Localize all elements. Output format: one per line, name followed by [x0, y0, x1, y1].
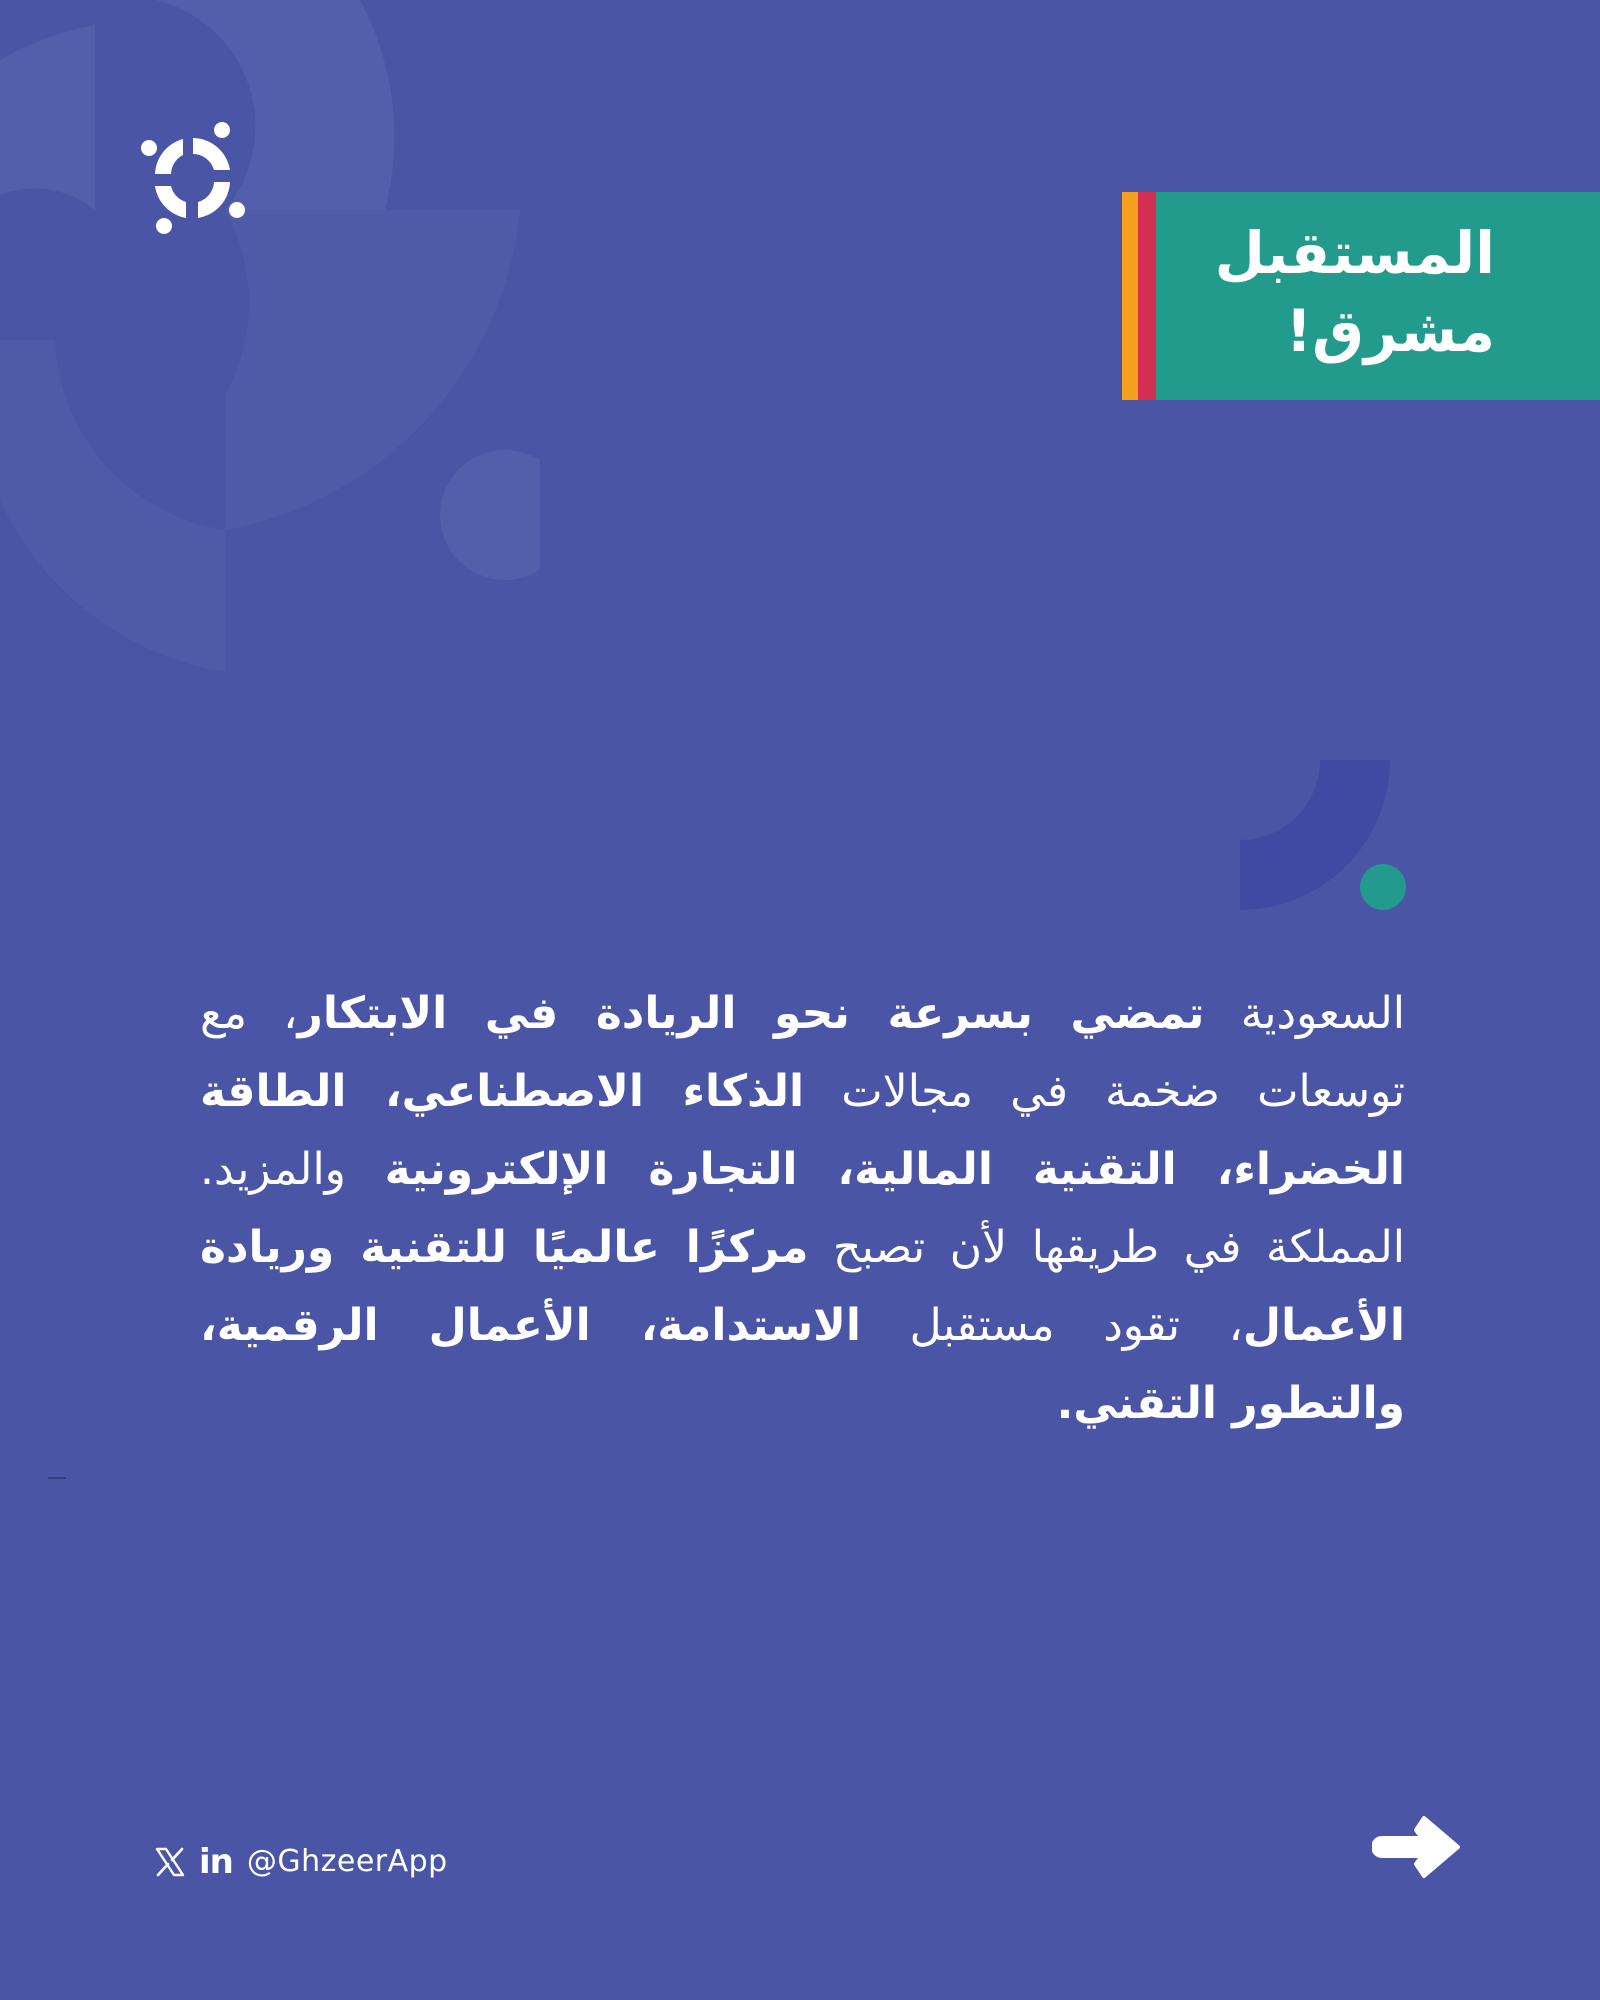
decorative-rings-shape [0, 0, 540, 690]
body-highlight-segment: مركزًا عالميًا للتقنية وريادة الأعمال [200, 1222, 1405, 1351]
linkedin-icon[interactable]: in [199, 1842, 233, 1882]
body-highlight-segment: تمضي بسرعة نحو الريادة في الابتكار [297, 988, 1205, 1039]
page-title [1156, 192, 1600, 400]
body-highlight-segment: الذكاء الاصطناعي، الطاقة الخضراء، التقنية المالية، التجارة الإلكترونية [200, 1066, 1405, 1195]
arrow-right-icon[interactable] [1372, 1812, 1462, 1882]
title-badge [1122, 192, 1600, 400]
body-paragraph [200, 975, 1405, 1443]
social-handle[interactable]: @GhzeerApp [246, 1844, 448, 1879]
accent-dot [1360, 864, 1406, 910]
body-text-segment: ، تقود مستقبل [860, 1300, 1243, 1351]
body-text-segment: والمزيد. المملكة في طريقها لأن تصبح [200, 1144, 1406, 1273]
decorative-arc-shape [1235, 755, 1415, 935]
title-line-2: مشرق! [1285, 297, 1495, 365]
ghzeer-logo-icon [138, 120, 248, 235]
title-line-1: المستقبل [1214, 219, 1495, 287]
body-text-segment: السعودية [1204, 988, 1405, 1039]
divider-mark [48, 1477, 66, 1479]
social-footer [155, 1840, 448, 1884]
body-highlight-segment: الاستدامة، الأعمال الرقمية، والتطور التقني. [200, 1300, 1405, 1429]
accent-stripe-red [1138, 192, 1156, 400]
accent-stripe-orange [1122, 192, 1138, 400]
x-logo-icon[interactable] [155, 1847, 185, 1877]
body-text-segment: ، مع توسعات ضخمة في مجالات [200, 988, 1405, 1117]
